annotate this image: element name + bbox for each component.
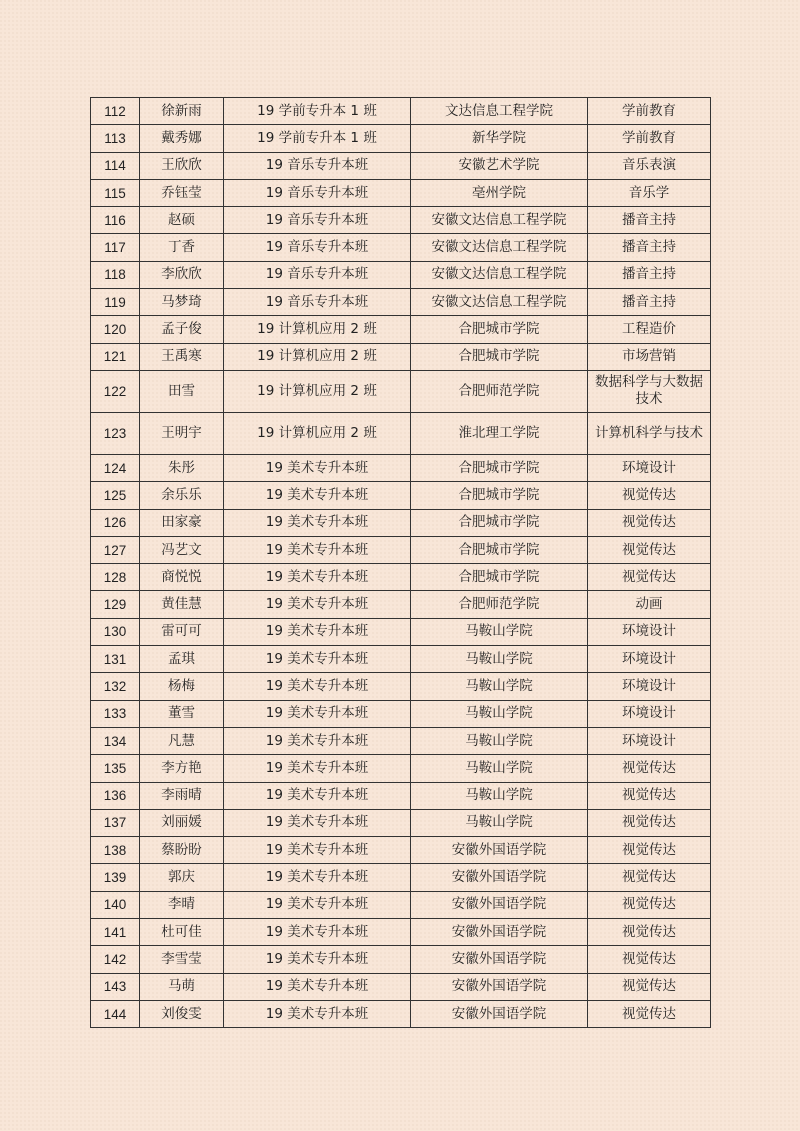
row-number-cell: 117 [91,234,140,261]
row-number-cell: 130 [91,618,140,645]
school-name-cell: 合肥城市学院 [411,343,588,370]
table-row [91,125,711,152]
class-name-cell: 19 美术专升本班 [224,782,411,809]
school-name-cell: 安徽外国语学院 [411,973,588,1000]
row-number-cell: 134 [91,727,140,754]
row-number-cell: 116 [91,207,140,234]
table-row [91,782,711,809]
row-number-cell: 133 [91,700,140,727]
class-name-cell: 19 音乐专升本班 [224,289,411,316]
table-row [91,618,711,645]
table-row [91,1000,711,1027]
table-row [91,482,711,509]
major-cell: 视觉传达 [588,509,711,536]
school-name-cell: 合肥城市学院 [411,482,588,509]
student-name-cell: 赵硕 [140,207,224,234]
table-row [91,837,711,864]
class-name-cell: 19 美术专升本班 [224,646,411,673]
major-cell: 视觉传达 [588,536,711,563]
major-cell: 环境设计 [588,454,711,481]
class-name-cell: 19 美术专升本班 [224,755,411,782]
major-cell: 播音主持 [588,261,711,288]
school-name-cell: 文达信息工程学院 [411,98,588,125]
row-number-cell: 121 [91,343,140,370]
major-cell: 环境设计 [588,727,711,754]
school-name-cell: 安徽文达信息工程学院 [411,207,588,234]
school-name-cell: 安徽文达信息工程学院 [411,234,588,261]
student-name-cell: 徐新雨 [140,98,224,125]
student-name-cell: 杨梅 [140,673,224,700]
student-name-cell: 孟子俊 [140,316,224,343]
table-row [91,412,711,454]
major-cell: 音乐表演 [588,152,711,179]
table-row [91,591,711,618]
table-row [91,700,711,727]
class-name-cell: 19 美术专升本班 [224,864,411,891]
row-number-cell: 124 [91,454,140,481]
class-name-cell: 19 美术专升本班 [224,509,411,536]
class-name-cell: 19 美术专升本班 [224,591,411,618]
class-name-cell: 19 美术专升本班 [224,891,411,918]
school-name-cell: 马鞍山学院 [411,618,588,645]
school-name-cell: 安徽外国语学院 [411,946,588,973]
class-name-cell: 19 音乐专升本班 [224,152,411,179]
class-name-cell: 19 美术专升本班 [224,673,411,700]
table-row [91,727,711,754]
school-name-cell: 合肥师范学院 [411,591,588,618]
major-cell: 环境设计 [588,646,711,673]
class-name-cell: 19 美术专升本班 [224,919,411,946]
row-number-cell: 126 [91,509,140,536]
student-name-cell: 凡慧 [140,727,224,754]
row-number-cell: 141 [91,919,140,946]
student-name-cell: 黄佳慧 [140,591,224,618]
class-name-cell: 19 美术专升本班 [224,809,411,836]
row-number-cell: 122 [91,370,140,412]
major-cell: 学前教育 [588,98,711,125]
row-number-cell: 113 [91,125,140,152]
student-name-cell: 王欣欣 [140,152,224,179]
row-number-cell: 120 [91,316,140,343]
row-number-cell: 137 [91,809,140,836]
row-number-cell: 132 [91,673,140,700]
major-cell: 数据科学与大数据技术 [588,370,711,412]
table-row [91,809,711,836]
student-name-cell: 李晴 [140,891,224,918]
table-row [91,509,711,536]
school-name-cell: 安徽外国语学院 [411,837,588,864]
class-name-cell: 19 美术专升本班 [224,973,411,1000]
major-cell: 环境设计 [588,618,711,645]
school-name-cell: 马鞍山学院 [411,673,588,700]
school-name-cell: 合肥城市学院 [411,509,588,536]
row-number-cell: 125 [91,482,140,509]
row-number-cell: 139 [91,864,140,891]
school-name-cell: 安徽外国语学院 [411,1000,588,1027]
major-cell: 音乐学 [588,179,711,206]
major-cell: 播音主持 [588,289,711,316]
table-row [91,536,711,563]
school-name-cell: 新华学院 [411,125,588,152]
row-number-cell: 119 [91,289,140,316]
table-row [91,234,711,261]
school-name-cell: 淮北理工学院 [411,412,588,454]
major-cell: 视觉传达 [588,891,711,918]
class-name-cell: 19 音乐专升本班 [224,234,411,261]
student-name-cell: 戴秀娜 [140,125,224,152]
row-number-cell: 118 [91,261,140,288]
table-row [91,919,711,946]
table-row [91,646,711,673]
table-row [91,343,711,370]
major-cell: 环境设计 [588,673,711,700]
student-name-cell: 蔡盼盼 [140,837,224,864]
school-name-cell: 马鞍山学院 [411,755,588,782]
major-cell: 视觉传达 [588,755,711,782]
student-name-cell: 李欣欣 [140,261,224,288]
row-number-cell: 129 [91,591,140,618]
class-name-cell: 19 美术专升本班 [224,536,411,563]
row-number-cell: 115 [91,179,140,206]
table-row [91,98,711,125]
student-name-cell: 李雨晴 [140,782,224,809]
table-row [91,891,711,918]
row-number-cell: 140 [91,891,140,918]
student-name-cell: 乔钰莹 [140,179,224,206]
major-cell: 环境设计 [588,700,711,727]
class-name-cell: 19 美术专升本班 [224,837,411,864]
class-name-cell: 19 计算机应用 2 班 [224,316,411,343]
row-number-cell: 123 [91,412,140,454]
student-name-cell: 刘丽媛 [140,809,224,836]
student-name-cell: 余乐乐 [140,482,224,509]
row-number-cell: 112 [91,98,140,125]
school-name-cell: 合肥城市学院 [411,536,588,563]
school-name-cell: 马鞍山学院 [411,646,588,673]
school-name-cell: 合肥师范学院 [411,370,588,412]
class-name-cell: 19 美术专升本班 [224,618,411,645]
row-number-cell: 114 [91,152,140,179]
row-number-cell: 138 [91,837,140,864]
student-name-cell: 丁香 [140,234,224,261]
row-number-cell: 143 [91,973,140,1000]
school-name-cell: 安徽文达信息工程学院 [411,289,588,316]
class-name-cell: 19 美术专升本班 [224,1000,411,1027]
school-name-cell: 合肥城市学院 [411,564,588,591]
student-name-cell: 李方艳 [140,755,224,782]
class-name-cell: 19 音乐专升本班 [224,207,411,234]
table-row [91,973,711,1000]
table-row [91,564,711,591]
student-name-cell: 马梦琦 [140,289,224,316]
row-number-cell: 131 [91,646,140,673]
school-name-cell: 合肥城市学院 [411,316,588,343]
major-cell: 视觉传达 [588,919,711,946]
class-name-cell: 19 学前专升本 1 班 [224,98,411,125]
major-cell: 视觉传达 [588,864,711,891]
school-name-cell: 安徽外国语学院 [411,864,588,891]
student-name-cell: 雷可可 [140,618,224,645]
major-cell: 计算机科学与技术 [588,412,711,454]
student-name-cell: 杜可佳 [140,919,224,946]
row-number-cell: 142 [91,946,140,973]
class-name-cell: 19 计算机应用 2 班 [224,412,411,454]
student-name-cell: 孟琪 [140,646,224,673]
class-name-cell: 19 计算机应用 2 班 [224,370,411,412]
table-row [91,946,711,973]
major-cell: 视觉传达 [588,564,711,591]
class-name-cell: 19 美术专升本班 [224,727,411,754]
major-cell: 视觉传达 [588,837,711,864]
student-name-cell: 郭庆 [140,864,224,891]
major-cell: 视觉传达 [588,1000,711,1027]
student-name-cell: 田雪 [140,370,224,412]
major-cell: 视觉传达 [588,482,711,509]
table-row [91,207,711,234]
major-cell: 市场营销 [588,343,711,370]
table-row [91,316,711,343]
table-row [91,755,711,782]
row-number-cell: 127 [91,536,140,563]
school-name-cell: 安徽文达信息工程学院 [411,261,588,288]
student-admission-table [90,97,711,1028]
major-cell: 动画 [588,591,711,618]
school-name-cell: 安徽外国语学院 [411,919,588,946]
school-name-cell: 合肥城市学院 [411,454,588,481]
student-name-cell: 董雪 [140,700,224,727]
row-number-cell: 135 [91,755,140,782]
class-name-cell: 19 计算机应用 2 班 [224,343,411,370]
school-name-cell: 马鞍山学院 [411,727,588,754]
school-name-cell: 安徽艺术学院 [411,152,588,179]
school-name-cell: 亳州学院 [411,179,588,206]
student-name-cell: 王明宇 [140,412,224,454]
table-row [91,370,711,412]
major-cell: 工程造价 [588,316,711,343]
table-row [91,864,711,891]
student-name-cell: 商悦悦 [140,564,224,591]
major-cell: 视觉传达 [588,809,711,836]
table-row [91,673,711,700]
class-name-cell: 19 音乐专升本班 [224,179,411,206]
major-cell: 播音主持 [588,207,711,234]
school-name-cell: 马鞍山学院 [411,700,588,727]
school-name-cell: 马鞍山学院 [411,782,588,809]
student-name-cell: 冯艺文 [140,536,224,563]
table-row [91,179,711,206]
class-name-cell: 19 美术专升本班 [224,482,411,509]
major-cell: 视觉传达 [588,973,711,1000]
major-cell: 播音主持 [588,234,711,261]
row-number-cell: 136 [91,782,140,809]
table-row [91,289,711,316]
major-cell: 学前教育 [588,125,711,152]
row-number-cell: 144 [91,1000,140,1027]
student-name-cell: 朱彤 [140,454,224,481]
table-body [91,98,711,1028]
table-row [91,454,711,481]
student-name-cell: 李雪莹 [140,946,224,973]
class-name-cell: 19 美术专升本班 [224,454,411,481]
table-row [91,261,711,288]
school-name-cell: 安徽外国语学院 [411,891,588,918]
class-name-cell: 19 美术专升本班 [224,700,411,727]
class-name-cell: 19 美术专升本班 [224,946,411,973]
table-row [91,152,711,179]
major-cell: 视觉传达 [588,946,711,973]
class-name-cell: 19 美术专升本班 [224,564,411,591]
major-cell: 视觉传达 [588,782,711,809]
student-name-cell: 田家豪 [140,509,224,536]
student-name-cell: 刘俊雯 [140,1000,224,1027]
class-name-cell: 19 音乐专升本班 [224,261,411,288]
class-name-cell: 19 学前专升本 1 班 [224,125,411,152]
student-name-cell: 王禹寒 [140,343,224,370]
school-name-cell: 马鞍山学院 [411,809,588,836]
student-name-cell: 马萌 [140,973,224,1000]
row-number-cell: 128 [91,564,140,591]
